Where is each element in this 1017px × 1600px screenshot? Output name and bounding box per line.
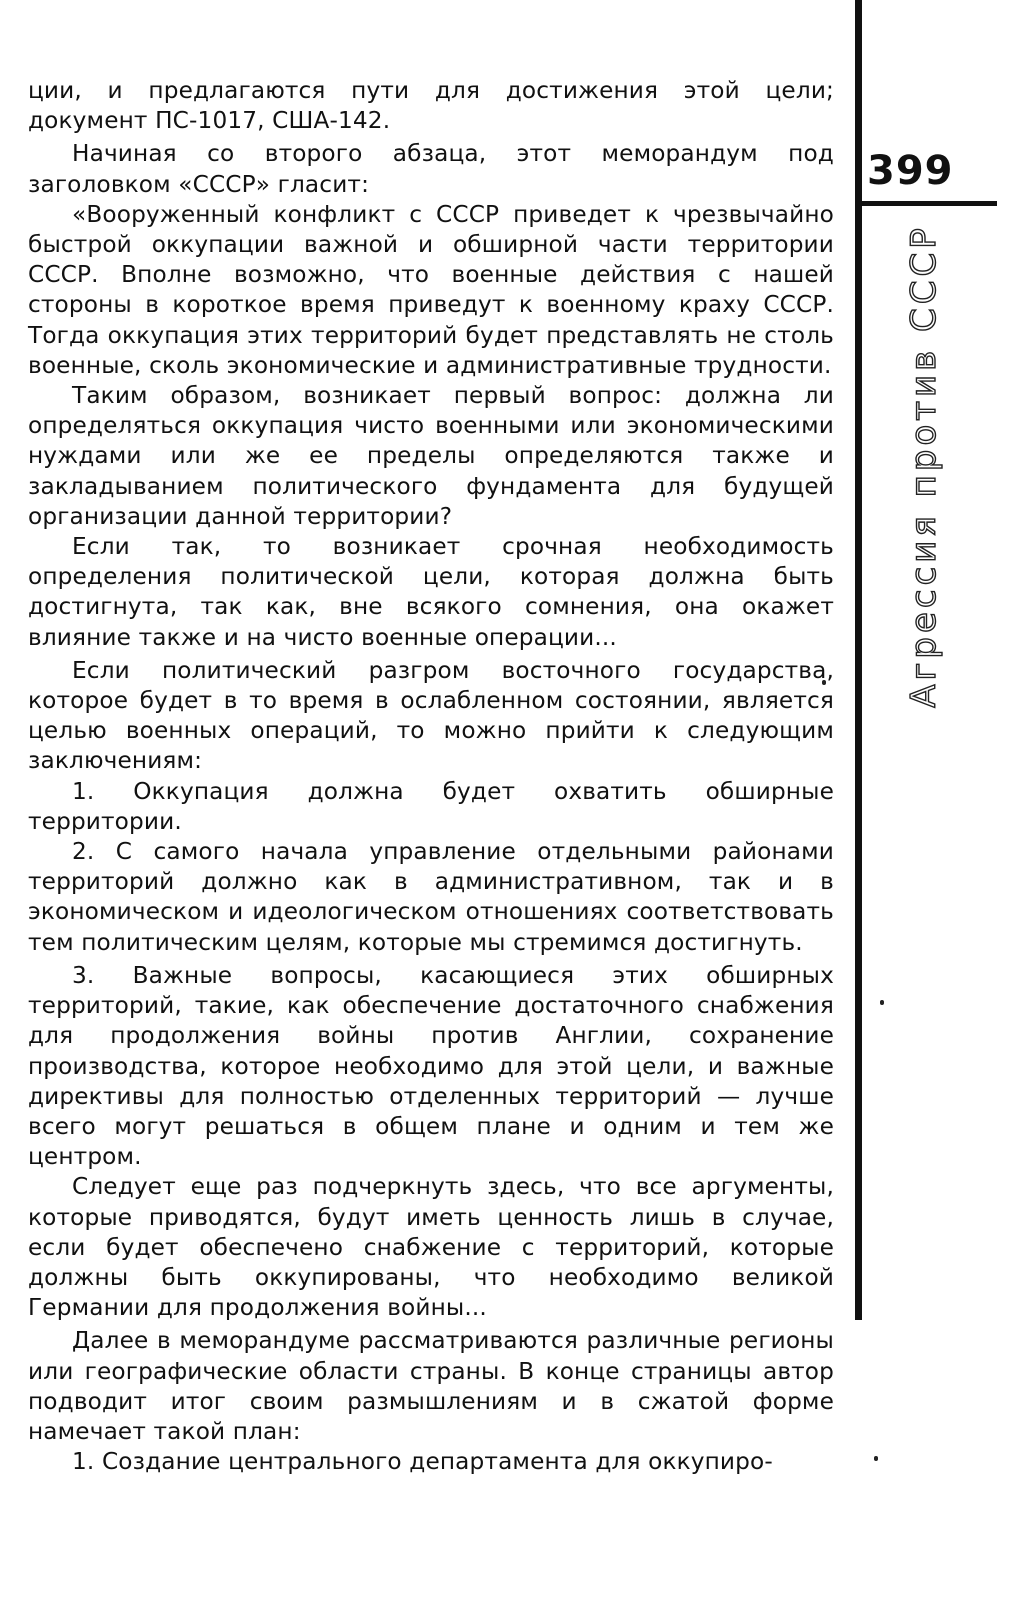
- plan-item-1: 1. Создание центрального департамента для оккупиро-: [72, 1448, 773, 1476]
- quote-paragraph: Следует еще раз подчеркнуть здесь, что все аргументы, которые приводятся, будут иметь ценность лишь в случае, если будет обеспечено снабжение с территорий, которые должны быть оккупированы, что необходимо великой Германии для продолжения войны...: [28, 1173, 834, 1322]
- print-speck: [874, 1456, 878, 1461]
- quote-paragraph: Таким образом, возникает первый вопрос: должна ли определяться оккупация чисто военными или экономическими нуждами или же ее пределы определяются также и закладыванием политического фундамента для будущей организации данной территории?: [28, 382, 834, 530]
- page-number-underline: [855, 201, 997, 206]
- margin-vertical-rule: [855, 0, 862, 1320]
- quote-paragraph: «Вооруженный конфликт с СССР приведет к чрезвычайно быстрой оккупации важной и обширной части территории СССР. Вполне возможно, что военные действия с нашей стороны в короткое время приведут к военному краху СССР. Тогда оккупация этих территорий будет представлять не столь военные, сколь экономические и административные трудности.: [28, 200, 834, 379]
- paragraph: Начиная со второго абзаца, этот меморандум под заголовком «СССР» гласит:: [28, 140, 834, 198]
- numbered-item-3: 3. Важные вопросы, касающиеся этих обширных территорий, такие, как обеспечение достаточного снабжения для продолжения войны против Англии, сохранение производства, которое необходимо для этой цели, и важные директивы для полностью отделенных территорий — лучше всего могут решаться в общем плане и одним и тем же центром.: [28, 961, 834, 1171]
- numbered-item-2: 2. С самого начала управление отдельными районами территорий должно как в административном, так и в экономическом и идеологическом отношениях соответствовать тем политическим целям, которые мы стремимся достигнуть.: [28, 838, 834, 956]
- paragraph: Далее в меморандуме рассматриваются различные регионы или географические области страны. В конце страницы автор подводит итог своим размышлениям и в сжатой форме намечает такой план:: [28, 1327, 834, 1445]
- numbered-item-1: 1. Оккупация должна будет охватить обширные территории.: [28, 777, 834, 835]
- running-head: Агрессия против СССР: [904, 224, 944, 708]
- page-number: 399: [867, 148, 954, 194]
- body-text: [28, 76, 834, 1477]
- print-speck: [880, 1000, 884, 1005]
- paragraph-continuation: ции, и предлагаются пути для достижения этой цели; документ ПС-1017, США-142.: [28, 77, 834, 135]
- quote-paragraph: Если политический разгром восточного государства, которое будет в то время в ослабленном состоянии, является целью военных операций, то можно прийти к следующим заключениям:: [28, 656, 834, 775]
- quote-paragraph: Если так, то возникает срочная необходимость определения политической цели, которая должна быть достигнута, так как, вне всякого сомнения, она окажет влияние также и на чисто военные операции...: [28, 533, 834, 651]
